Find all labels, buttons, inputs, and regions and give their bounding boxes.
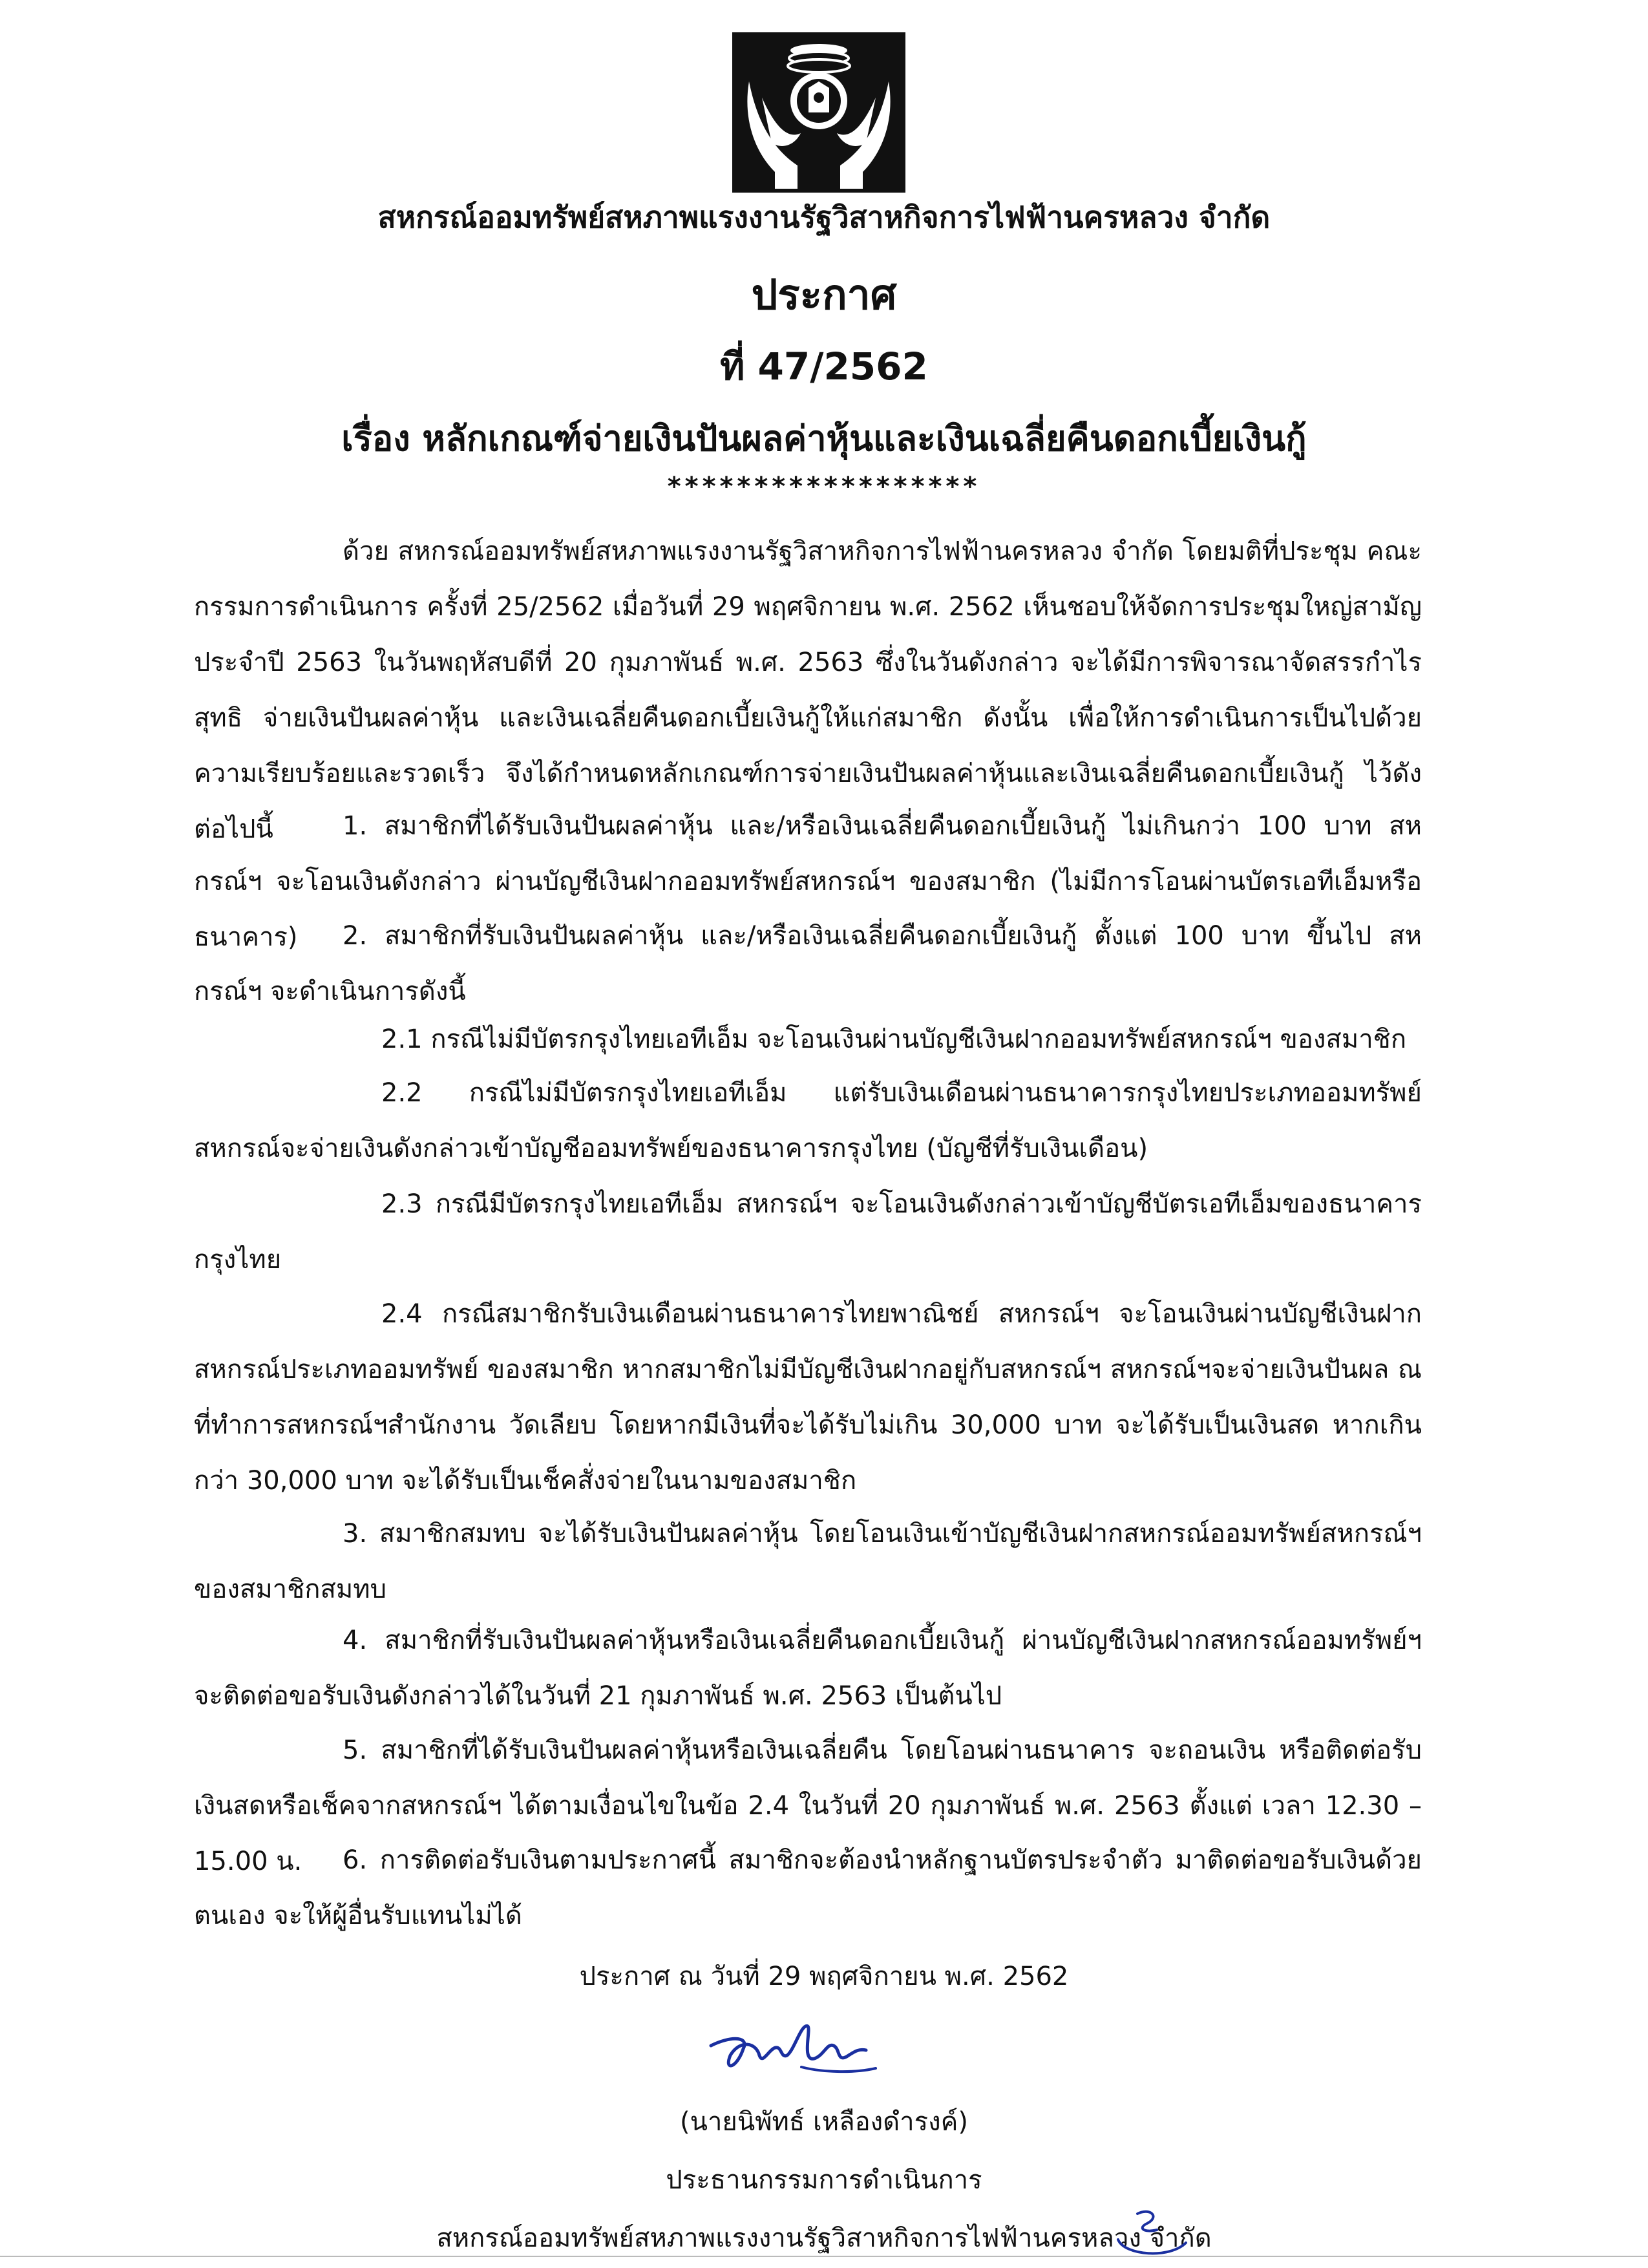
item-2: 2. สมาชิกที่รับเงินปันผลค่าหุ้น และ/หรือเงินเฉลี่ยคืนดอกเบี้ยเงินกู้ ตั้งแต่ 100 บาท ขึ้นไป สหกรณ์ฯ จะดำเนินการดังนี้ xyxy=(194,921,1422,1006)
item-6: 6. การติดต่อรับเงินตามประกาศนี้ สมาชิกจะต้องนำหลักฐานบัตรประจำตัว มาติดต่อขอรับเงินด้วยตนเอง จะให้ผู้อื่นรับแทนไม่ได้ xyxy=(194,1845,1422,1931)
item-2-4: 2.4 กรณีสมาชิกรับเงินเดือนผ่านธนาคารไทยพาณิชย์ สหกรณ์ฯ จะโอนเงินผ่านบัญชีเงินฝากสหกรณ์ประเภทออมทรัพย์ ของสมาชิก หากสมาชิกไม่มีบัญชีเงินฝากอยู่กับสหกรณ์ฯ สหกรณ์ฯจะจ่ายเงินปันผล ณ ที่ทำการสหกรณ์ฯสำนักงาน วัดเลียบ โดยหากมีเงินที่จะได้รับไม่เกิน 30,000 บาท จะได้รับเป็นเงินสด หากเกินกว่า 30,000 บาท จะได้รับเป็นเช็คสั่งจ่ายในนามของสมาชิก xyxy=(194,1299,1422,1496)
signer-organization: สหกรณ์ออมทรัพย์สหภาพแรงงานรัฐวิสาหกิจการไฟฟ้านครหลวง จำกัด xyxy=(436,2223,1212,2253)
org-heading: สหกรณ์ออมทรัพย์สหภาพแรงงานรัฐวิสาหกิจการไฟฟ้านครหลวง จำกัด xyxy=(377,200,1271,235)
initial-mark xyxy=(1099,2194,1196,2259)
logo-hands-icon xyxy=(736,36,902,189)
item-3: 3. สมาชิกสมทบ จะได้รับเงินปันผลค่าหุ้น โดยโอนเงินเข้าบัญชีเงินฝากสหกรณ์ออมทรัพย์สหกรณ์ฯ ของสมาชิกสมทบ xyxy=(194,1519,1422,1604)
handwritten-signature xyxy=(704,2010,885,2101)
item-2-3: 2.3 กรณีมีบัตรกรุงไทยเอทีเอ็ม สหกรณ์ฯ จะโอนเงินดังกล่าวเข้าบัญชีบัตรเอทีเอ็มของธนาคารกรุงไทย xyxy=(194,1189,1422,1275)
dateline: ประกาศ ณ วันที่ 29 พฤศจิกายน พ.ศ. 2562 xyxy=(579,1962,1069,1991)
cooperative-logo xyxy=(732,32,905,193)
item-1: 1. สมาชิกที่ได้รับเงินปันผลค่าหุ้น และ/หรือเงินเฉลี่ยคืนดอกเบี้ยเงินกู้ ไม่เกินกว่า 100 บาท สหกรณ์ฯ จะโอนเงินดังกล่าว ผ่านบัญชีเงินฝากออมทรัพย์สหกรณ์ฯ ของสมาชิก (ไม่มีการโอนผ่านบัตรเอทีเอ็มหรือธนาคาร) xyxy=(194,811,1422,952)
item-2-1: 2.1 กรณีไม่มีบัตรกรุงไทยเอทีเอ็ม จะโอนเงินผ่านบัญชีเงินฝากออมทรัพย์สหกรณ์ฯ ของสมาชิก xyxy=(381,1024,1407,1054)
announcement-subject: เรื่อง หลักเกณฑ์จ่ายเงินปันผลค่าหุ้นและเงินเฉลี่ยคืนดอกเบี้ยเงินกู้ xyxy=(341,418,1307,459)
signer-position: ประธานกรรมการดำเนินการ xyxy=(666,2165,982,2195)
separator-stars: ****************** xyxy=(667,472,981,502)
scan-edge xyxy=(0,2256,1648,2257)
signer-name: (นายนิพัทธ์ เหลืองดำรงค์) xyxy=(680,2107,968,2137)
announcement-title: ประกาศ xyxy=(751,271,897,319)
item-5: 5. สมาชิกที่ได้รับเงินปันผลค่าหุ้นหรือเงินเฉลี่ยคืน โดยโอนผ่านธนาคาร จะถอนเงิน หรือติดต่อรับเงินสดหรือเช็คจากสหกรณ์ฯ ได้ตามเงื่อนไขในข้อ 2.4 ในวันที่ 20 กุมภาพันธ์ พ.ศ. 2563 ตั้งแต่ เวลา 12.30 – 15.00 น. xyxy=(194,1735,1422,1876)
intro-paragraph: ด้วย สหกรณ์ออมทรัพย์สหภาพแรงงานรัฐวิสาหกิจการไฟฟ้านครหลวง จำกัด โดยมติที่ประชุม คณะกรรมการดำเนินการ ครั้งที่ 25/2562 เมื่อวันที่ 29 พฤศจิกายน พ.ศ. 2562 เห็นชอบให้จัดการประชุมใหญ่สามัญประจำปี 2563 ในวันพฤหัสบดีที่ 20 กุมภาพันธ์ พ.ศ. 2563 ซึ่งในวันดังกล่าว จะได้มีการพิจารณาจัดสรรกำไรสุทธิ จ่ายเงินปันผลค่าหุ้น และเงินเฉลี่ยคืนดอกเบี้ยเงินกู้ให้แก่สมาชิก ดังนั้น เพื่อให้การดำเนินการเป็นไปด้วยความเรียบร้อยและรวดเร็ว จึงได้กำหนดหลักเกณฑ์การจ่ายเงินปันผลค่าหุ้นและเงินเฉลี่ยคืนดอกเบี้ยเงินกู้ ไว้ดังต่อไปนี้ xyxy=(194,536,1422,844)
item-4: 4. สมาชิกที่รับเงินปันผลค่าหุ้นหรือเงินเฉลี่ยคืนดอกเบี้ยเงินกู้ ผ่านบัญชีเงินฝากสหกรณ์ออมทรัพย์ฯ จะติดต่อขอรับเงินดังกล่าวได้ในวันที่ 21 กุมภาพันธ์ พ.ศ. 2563 เป็นต้นไป xyxy=(194,1626,1422,1711)
item-2-2: 2.2 กรณีไม่มีบัตรกรุงไทยเอทีเอ็ม แต่รับเงินเดือนผ่านธนาคารกรุงไทยประเภทออมทรัพย์ สหกรณ์จะจ่ายเงินดังกล่าวเข้าบัญชีออมทรัพย์ของธนาคารกรุงไทย (บัญชีที่รับเงินเดือน) xyxy=(194,1078,1422,1163)
announcement-number: ที่ 47/2562 xyxy=(720,344,928,388)
